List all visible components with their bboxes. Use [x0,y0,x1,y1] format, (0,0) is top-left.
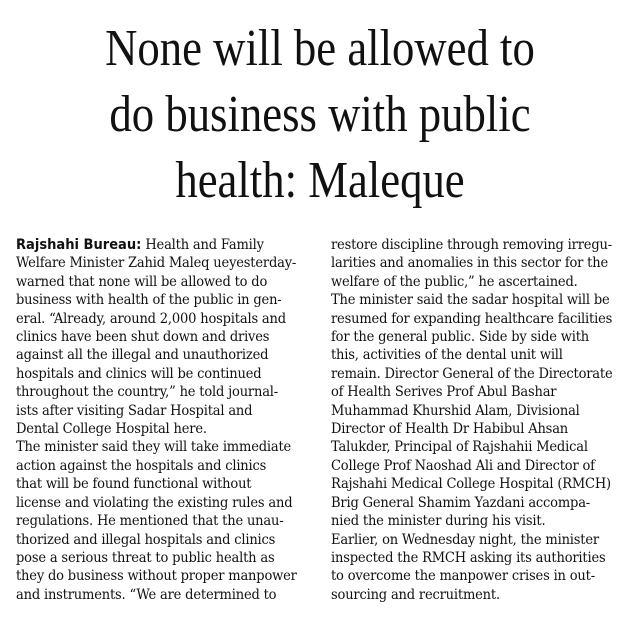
body-line: nied the minister during his visit. [331,513,546,530]
dateline: Rajshahi Bureau: [16,237,142,253]
body-line: license and violating the existing rules and [16,494,293,511]
body-line: resumed for expanding healthcare facilities [331,310,613,327]
body-line: College Prof Naoshad Ali and Director of [331,457,595,474]
headline [53,16,586,214]
body-line: Talukder, Principal of Rajshahii Medical [331,439,588,456]
body-line: larities and anomalies in this sector for the [331,255,608,272]
headline-line: do business with public [109,86,531,143]
body-line: remain. Director General of the Directorate [331,365,613,382]
body-line: business with health of the public in gen- [16,292,282,309]
body-line: that will be found functional without [16,476,252,493]
body-line [16,236,292,254]
body-line: Dental College Hospital here. [16,421,207,438]
body-line: Brig General Shamim Yazdani accompa- [331,494,591,511]
body-line: Earlier, on Wednesday night, the minister [331,531,599,548]
body-line-text: Health and Family [141,237,264,253]
headline-line: None will be allowed to [105,20,535,77]
article-column-left [16,236,316,604]
body-line: action against the hospitals and clinics [16,457,267,474]
body-line: Welfare Minister Zahid Maleq ueyesterday- [16,255,297,272]
body-line: and instruments. “We are determined to [16,586,277,603]
article-column-right [331,236,631,604]
body-line: inspected the RMCH asking its authorities [331,549,606,566]
body-line: warned that none will be allowed to do [16,273,268,290]
body-line: sourcing and recruitment. [331,586,500,603]
body-line: hospitals and clinics will be continued [16,365,262,382]
body-line: clinics have been shut down and drives [16,329,270,346]
body-line: eral. “Already, around 2,000 hospitals and [16,310,286,327]
body-line: of Health Serives Prof Abul Bashar [331,384,557,401]
body-line: to overcome the manpower crises in out- [331,568,595,585]
body-line: for the general public. Side by side with [331,329,590,346]
body-line: thorized and illegal hospitals and clinics [16,531,276,548]
body-line: The minister said they will take immediate [16,439,292,456]
body-line: against all the illegal and unauthorized [16,347,269,364]
body-line: Director of Health Dr Habibul Ahsan [331,421,569,438]
body-line: throughout the country,” he told journal- [16,384,279,401]
body-line: this, activities of the dental unit will [331,347,563,364]
body-line: Muhammad Khurshid Alam, Divisional [331,402,580,419]
body-line: The minister said the sadar hospital will be [331,292,610,309]
body-line: regulations. He mentioned that the unau- [16,513,284,530]
headline-line: health: Maleque [175,152,465,209]
body-line: welfare of the public,” he ascertained. [331,273,578,290]
body-line: pose a serious threat to public health as [16,549,275,566]
body-line: Rajshahi Medical College Hospital (RMCH) [331,476,611,493]
body-line: they do business without proper manpower [16,568,297,585]
body-line: ists after visiting Sadar Hospital and [16,402,253,419]
body-line: restore discipline through removing irregu- [331,237,612,253]
